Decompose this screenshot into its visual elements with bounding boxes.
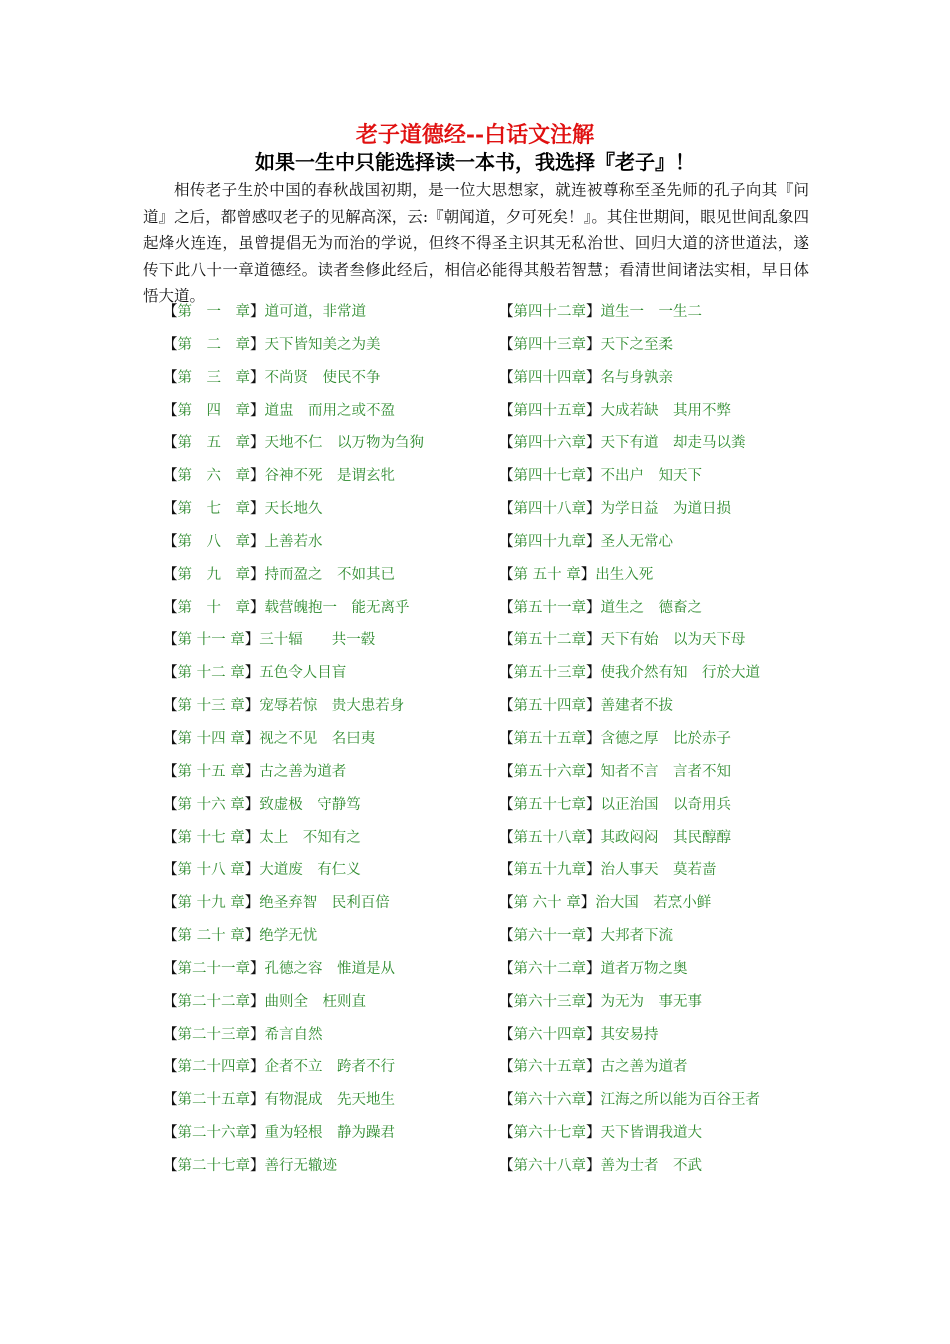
chapter-title: 三十辐 共一毂 [259, 632, 376, 649]
left-bracket: 【 [499, 763, 514, 780]
toc-entry[interactable] [499, 826, 829, 859]
chapter-number: 第二十二章 [177, 993, 250, 1010]
intro-paragraph: 相传老子生於中国的春秋战国初期，是一位大思想家，就连被尊称至圣先师的孔子向其『问道』之后，都曾感叹老子的见解高深，云:『朝闻道，夕可死矣！』。其住世期间，眼见世间乱象四起烽火连连，虽曾提倡无为而治的学说，但终不得圣主识其无私治世、回归大道的济世道法，遂传下此八十一章道德经。读者叁修此经后，相信必能得其般若智慧；看清世间诸法实相，早日体悟大道。 [143, 181, 809, 305]
right-bracket: 】 [586, 402, 601, 419]
chapter-number: 第 六十 章 [513, 895, 581, 912]
chapter-title: 道生之 德畜之 [600, 599, 702, 616]
chapter-number: 第 二 章 [177, 336, 250, 353]
chapter-number: 第 十二 章 [177, 665, 245, 682]
chapter-number: 第二十三章 [177, 1026, 250, 1043]
chapter-number: 第五十一章 [513, 599, 586, 616]
chapter-number: 第二十五章 [177, 1092, 250, 1109]
chapter-title: 五色令人目盲 [259, 665, 347, 682]
right-bracket: 】 [250, 599, 265, 616]
left-bracket: 【 [163, 1125, 178, 1142]
left-bracket: 【 [163, 698, 178, 715]
chapter-title: 大成若缺 其用不弊 [600, 402, 731, 419]
left-bracket: 【 [163, 599, 178, 616]
chapter-title: 古之善为道者 [600, 1059, 688, 1076]
toc-entry[interactable] [499, 596, 829, 629]
right-bracket: 】 [250, 533, 265, 550]
chapter-title: 使我介然有知 行於大道 [600, 665, 760, 682]
toc-entry[interactable] [163, 1088, 493, 1121]
chapter-title: 为无为 事无事 [600, 993, 702, 1010]
chapter-number: 第五十八章 [513, 829, 586, 846]
toc-entry[interactable] [163, 858, 493, 891]
right-bracket: 】 [250, 435, 265, 452]
left-bracket: 【 [499, 829, 514, 846]
chapter-title: 致虚极 守静笃 [259, 796, 361, 813]
right-bracket: 】 [586, 1026, 601, 1043]
left-bracket: 【 [499, 336, 514, 353]
chapter-title: 知者不言 言者不知 [600, 763, 731, 780]
chapter-title: 善建者不拔 [600, 698, 673, 715]
toc-entry[interactable] [163, 300, 493, 333]
chapter-number: 第四十二章 [513, 304, 586, 320]
chapter-number: 第四十五章 [513, 402, 586, 419]
right-bracket: 】 [250, 1157, 265, 1174]
right-bracket: 】 [586, 632, 601, 649]
toc-entry[interactable] [499, 1154, 829, 1187]
right-bracket: 】 [586, 533, 601, 550]
right-bracket: 】 [586, 336, 601, 353]
chapter-number: 第 八 章 [177, 533, 250, 550]
chapter-title: 道可道，非常道 [264, 304, 366, 320]
right-bracket: 】 [586, 369, 601, 386]
chapter-title: 名与身孰亲 [600, 369, 673, 386]
right-bracket: 】 [244, 895, 260, 912]
left-bracket: 【 [499, 369, 514, 386]
chapter-number: 第 十 章 [177, 599, 250, 616]
chapter-title: 善行无辙迹 [264, 1157, 337, 1174]
right-bracket: 】 [586, 1059, 601, 1076]
left-bracket: 【 [499, 402, 514, 419]
chapter-number: 第五十四章 [513, 698, 586, 715]
chapter-title: 道盅 而用之或不盈 [264, 402, 395, 419]
left-bracket: 【 [163, 895, 178, 912]
left-bracket: 【 [163, 533, 178, 550]
right-bracket: 】 [586, 763, 601, 780]
toc-entry[interactable] [499, 924, 829, 957]
right-bracket: 】 [580, 895, 596, 912]
right-bracket: 】 [586, 862, 601, 879]
toc-entry[interactable] [499, 300, 829, 333]
chapter-title: 天下有始 以为天下母 [600, 632, 746, 649]
left-bracket: 【 [163, 304, 178, 320]
chapter-number: 第 四 章 [177, 402, 250, 419]
left-bracket: 【 [163, 468, 178, 485]
chapter-number: 第二十七章 [177, 1157, 250, 1174]
chapter-number: 第 十八 章 [177, 862, 245, 879]
right-bracket: 】 [586, 468, 601, 485]
chapter-title: 绝学无忧 [259, 928, 318, 945]
right-bracket: 】 [586, 304, 601, 320]
chapter-title: 曲则全 枉则直 [264, 993, 366, 1010]
toc-entry[interactable] [499, 464, 829, 497]
chapter-number: 第 十六 章 [177, 796, 245, 813]
left-bracket: 【 [499, 895, 514, 912]
chapter-number: 第 五十 章 [513, 566, 581, 583]
toc-entry[interactable] [163, 399, 493, 432]
chapter-title: 天下有道 却走马以粪 [600, 435, 746, 452]
toc-entry[interactable] [499, 858, 829, 891]
right-bracket: 】 [250, 1026, 265, 1043]
chapter-number: 第六十五章 [513, 1059, 586, 1076]
chapter-title: 持而盈之 不如其已 [264, 566, 395, 583]
chapter-number: 第六十七章 [513, 1125, 586, 1142]
chapter-title: 不出户 知天下 [600, 468, 702, 485]
chapter-title: 天地不仁 以万物为刍狗 [264, 435, 424, 452]
left-bracket: 【 [499, 1125, 514, 1142]
left-bracket: 【 [499, 862, 514, 879]
left-bracket: 【 [499, 665, 514, 682]
left-bracket: 【 [163, 928, 178, 945]
left-bracket: 【 [499, 566, 514, 583]
left-bracket: 【 [163, 336, 178, 353]
right-bracket: 】 [250, 336, 265, 353]
chapter-number: 第四十三章 [513, 336, 586, 353]
chapter-number: 第 三 章 [177, 369, 250, 386]
left-bracket: 【 [499, 533, 514, 550]
chapter-title: 天下皆知美之为美 [264, 336, 381, 353]
left-bracket: 【 [499, 698, 514, 715]
toc-entry[interactable] [163, 1121, 493, 1154]
chapter-number: 第五十二章 [513, 632, 586, 649]
left-bracket: 【 [499, 796, 514, 813]
chapter-title: 不尚贤 使民不争 [264, 369, 381, 386]
left-bracket: 【 [163, 993, 178, 1010]
chapter-number: 第 十四 章 [177, 730, 245, 747]
left-bracket: 【 [163, 1092, 178, 1109]
left-bracket: 【 [163, 796, 178, 813]
chapter-title: 绝圣弃智 民利百倍 [259, 895, 390, 912]
chapter-title: 大邦者下流 [600, 928, 673, 945]
left-bracket: 【 [163, 1157, 178, 1174]
chapter-title: 以正治国 以奇用兵 [600, 796, 731, 813]
chapter-number: 第 十九 章 [177, 895, 245, 912]
toc-entry[interactable] [163, 891, 493, 924]
right-bracket: 】 [250, 501, 265, 518]
toc-entry[interactable] [163, 1154, 493, 1187]
toc-entry[interactable] [163, 464, 493, 497]
chapter-title: 大道废 有仁义 [259, 862, 361, 879]
toc-entry[interactable] [163, 793, 493, 826]
chapter-title: 太上 不知有之 [259, 829, 361, 846]
chapter-number: 第 十三 章 [177, 698, 245, 715]
right-bracket: 】 [250, 566, 265, 583]
right-bracket: 】 [586, 435, 601, 452]
right-bracket: 】 [586, 501, 601, 518]
toc-entry[interactable] [499, 563, 829, 596]
toc-entry[interactable] [163, 990, 493, 1023]
chapter-number: 第五十三章 [513, 665, 586, 682]
chapter-number: 第 一 章 [177, 304, 250, 320]
toc-entry[interactable] [163, 530, 493, 563]
toc-entry[interactable] [163, 333, 493, 366]
toc-entry[interactable] [163, 727, 493, 760]
left-bracket: 【 [163, 566, 178, 583]
left-bracket: 【 [499, 993, 514, 1010]
toc-entry[interactable] [499, 497, 829, 530]
left-bracket: 【 [499, 1026, 514, 1043]
toc-entry[interactable] [499, 431, 829, 464]
chapter-number: 第四十六章 [513, 435, 586, 452]
toc-entry[interactable] [163, 760, 493, 793]
chapter-number: 第五十九章 [513, 862, 586, 879]
toc-entry[interactable] [163, 957, 493, 990]
chapter-number: 第六十八章 [513, 1157, 586, 1174]
chapter-number: 第六十二章 [513, 960, 586, 977]
toc-entry[interactable] [499, 694, 829, 727]
left-bracket: 【 [163, 369, 178, 386]
chapter-number: 第 九 章 [177, 566, 250, 583]
right-bracket: 】 [250, 993, 265, 1010]
chapter-title: 其安易持 [600, 1026, 659, 1043]
chapter-title: 重为轻根 静为躁君 [264, 1125, 395, 1142]
right-bracket: 】 [250, 1092, 265, 1109]
toc-entry[interactable] [163, 826, 493, 859]
toc-column-left [163, 300, 493, 1187]
chapter-title: 道者万物之奥 [600, 960, 688, 977]
right-bracket: 】 [244, 763, 260, 780]
left-bracket: 【 [499, 1157, 514, 1174]
chapter-title: 其政闷闷 其民醇醇 [600, 829, 731, 846]
toc-entry[interactable] [163, 563, 493, 596]
toc-entry[interactable] [499, 1121, 829, 1154]
left-bracket: 【 [163, 862, 178, 879]
left-bracket: 【 [163, 1059, 178, 1076]
left-bracket: 【 [499, 501, 514, 518]
right-bracket: 】 [250, 369, 265, 386]
chapter-title: 视之不见 名曰夷 [259, 730, 376, 747]
right-bracket: 】 [250, 304, 265, 320]
left-bracket: 【 [163, 829, 178, 846]
right-bracket: 】 [244, 796, 260, 813]
right-bracket: 】 [586, 698, 601, 715]
chapter-title: 孔德之容 惟道是从 [264, 960, 395, 977]
chapter-number: 第五十五章 [513, 730, 586, 747]
toc-entry[interactable] [163, 1055, 493, 1088]
left-bracket: 【 [499, 468, 514, 485]
chapter-title: 天下之至柔 [600, 336, 673, 353]
toc-entry[interactable] [163, 661, 493, 694]
right-bracket: 】 [244, 698, 260, 715]
left-bracket: 【 [163, 402, 178, 419]
toc-entry[interactable] [499, 957, 829, 990]
right-bracket: 】 [586, 796, 601, 813]
left-bracket: 【 [499, 960, 514, 977]
document-title: 老子道德经--白话文注解 [355, 122, 595, 148]
chapter-number: 第 五 章 [177, 435, 250, 452]
chapter-title: 圣人无常心 [600, 533, 673, 550]
document-subtitle: 如果一生中只能选择读一本书，我选择『老子』！ [255, 150, 695, 174]
chapter-number: 第 七 章 [177, 501, 250, 518]
right-bracket: 】 [580, 566, 596, 583]
chapter-title: 载营魄抱一 能无离乎 [264, 599, 410, 616]
chapter-title: 企者不立 跨者不行 [264, 1059, 395, 1076]
left-bracket: 【 [499, 304, 514, 320]
right-bracket: 】 [244, 928, 260, 945]
right-bracket: 】 [586, 829, 601, 846]
chapter-title: 道生一 一生二 [600, 304, 702, 320]
chapter-title: 为学日益 为道日损 [600, 501, 731, 518]
right-bracket: 】 [586, 993, 601, 1010]
right-bracket: 】 [586, 1092, 601, 1109]
toc-entry[interactable] [499, 661, 829, 694]
toc-entry[interactable] [499, 1055, 829, 1088]
chapter-title: 含德之厚 比於赤子 [600, 730, 731, 747]
chapter-number: 第 十七 章 [177, 829, 245, 846]
chapter-number: 第四十七章 [513, 468, 586, 485]
toc-entry[interactable] [499, 760, 829, 793]
chapter-title: 宠辱若惊 贵大患若身 [259, 698, 405, 715]
toc-entry[interactable] [163, 694, 493, 727]
left-bracket: 【 [499, 1092, 514, 1109]
left-bracket: 【 [499, 435, 514, 452]
left-bracket: 【 [163, 1026, 178, 1043]
right-bracket: 】 [250, 1059, 265, 1076]
chapter-title: 谷神不死 是谓玄牝 [264, 468, 395, 485]
left-bracket: 【 [163, 435, 178, 452]
right-bracket: 】 [586, 960, 601, 977]
right-bracket: 】 [586, 1157, 601, 1174]
left-bracket: 【 [163, 960, 178, 977]
left-bracket: 【 [163, 632, 178, 649]
right-bracket: 】 [250, 402, 265, 419]
left-bracket: 【 [163, 501, 178, 518]
toc-entry[interactable] [499, 1088, 829, 1121]
right-bracket: 】 [250, 1125, 265, 1142]
left-bracket: 【 [499, 632, 514, 649]
chapter-title: 天长地久 [264, 501, 323, 518]
chapter-title: 善为士者 不武 [600, 1157, 702, 1174]
toc-entry[interactable] [163, 497, 493, 530]
chapter-title: 有物混成 先天地生 [264, 1092, 395, 1109]
left-bracket: 【 [499, 599, 514, 616]
right-bracket: 】 [586, 665, 601, 682]
toc-entry[interactable] [163, 1023, 493, 1056]
toc-entry[interactable] [499, 727, 829, 760]
right-bracket: 】 [244, 862, 260, 879]
right-bracket: 】 [586, 1125, 601, 1142]
chapter-title: 治人事天 莫若啬 [600, 862, 717, 879]
left-bracket: 【 [499, 1059, 514, 1076]
toc-entry[interactable] [499, 793, 829, 826]
chapter-number: 第四十九章 [513, 533, 586, 550]
chapter-title: 治大国 若烹小鲜 [595, 895, 712, 912]
chapter-number: 第 六 章 [177, 468, 250, 485]
chapter-title: 江海之所以能为百谷王者 [600, 1092, 760, 1109]
chapter-number: 第 十一 章 [177, 632, 245, 649]
toc-entry[interactable] [163, 924, 493, 957]
chapter-number: 第四十八章 [513, 501, 586, 518]
chapter-title: 出生入死 [595, 566, 654, 583]
toc-entry[interactable] [163, 628, 493, 661]
chapter-number: 第五十七章 [513, 796, 586, 813]
chapter-number: 第六十六章 [513, 1092, 586, 1109]
toc-entry[interactable] [499, 366, 829, 399]
left-bracket: 【 [163, 730, 178, 747]
chapter-title: 希言自然 [264, 1026, 323, 1043]
toc-entry[interactable] [499, 990, 829, 1023]
toc-entry[interactable] [499, 399, 829, 432]
chapter-number: 第五十六章 [513, 763, 586, 780]
right-bracket: 】 [586, 928, 601, 945]
right-bracket: 】 [244, 829, 260, 846]
chapter-number: 第四十四章 [513, 369, 586, 386]
chapter-number: 第二十四章 [177, 1059, 250, 1076]
chapter-title: 上善若水 [264, 533, 323, 550]
right-bracket: 】 [586, 599, 601, 616]
chapter-number: 第六十一章 [513, 928, 586, 945]
chapter-title: 古之善为道者 [259, 763, 347, 780]
chapter-number: 第六十四章 [513, 1026, 586, 1043]
toc-entry[interactable] [499, 530, 829, 563]
chapter-number: 第二十六章 [177, 1125, 250, 1142]
chapter-number: 第六十三章 [513, 993, 586, 1010]
right-bracket: 】 [586, 730, 601, 747]
right-bracket: 】 [244, 730, 260, 747]
left-bracket: 【 [163, 665, 178, 682]
chapter-number: 第 十五 章 [177, 763, 245, 780]
left-bracket: 【 [163, 763, 178, 780]
toc-entry[interactable] [499, 333, 829, 366]
chapter-number: 第 二十 章 [177, 928, 245, 945]
chapter-title: 天下皆谓我道大 [600, 1125, 702, 1142]
toc-entry[interactable] [163, 596, 493, 629]
toc-entry[interactable] [499, 628, 829, 661]
right-bracket: 】 [244, 632, 260, 649]
right-bracket: 】 [244, 665, 260, 682]
left-bracket: 【 [499, 928, 514, 945]
toc-column-right [499, 300, 829, 1187]
right-bracket: 】 [250, 960, 265, 977]
toc-entry[interactable] [499, 1023, 829, 1056]
toc-entry[interactable] [499, 891, 829, 924]
right-bracket: 】 [250, 468, 265, 485]
chapter-number: 第二十一章 [177, 960, 250, 977]
toc-entry[interactable] [163, 431, 493, 464]
left-bracket: 【 [499, 730, 514, 747]
toc-entry[interactable] [163, 366, 493, 399]
